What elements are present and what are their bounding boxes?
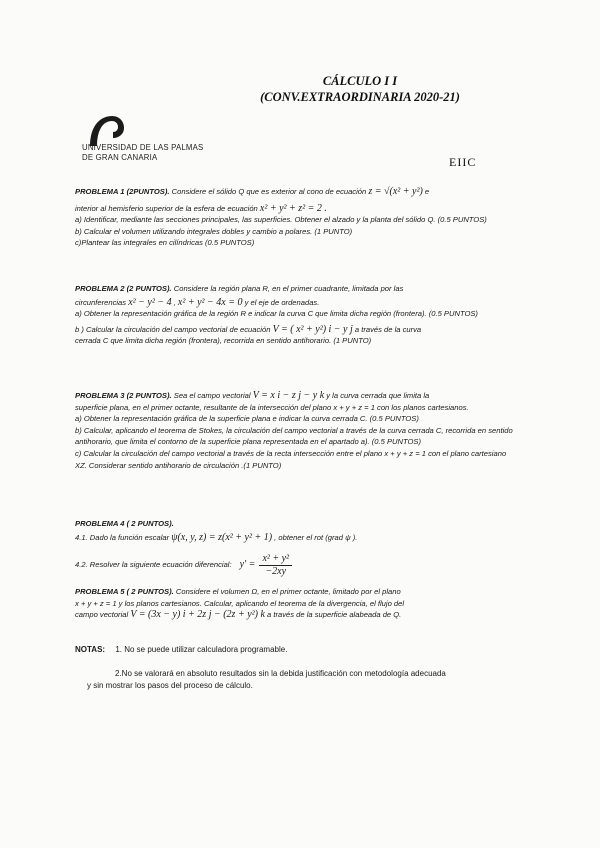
problem-3-intro-end: y la curva cerrada que limita la (326, 391, 430, 400)
problem-2-equation-1: x² − y² − 4 (128, 296, 172, 308)
problem-4 (75, 518, 515, 577)
problem-1 (75, 186, 515, 249)
problem-2-item-b-start: b ) Calcular la circulación del campo vectorial de ecuación (75, 324, 271, 334)
problem-4-heading: PROBLEMA 4 ( 2 PUNTOS). (75, 519, 174, 528)
problem-4-q1-end: , obtener el rot (grad ψ ). (274, 532, 358, 542)
problem-3-item-b: b) Calcular, aplicando el teorema de Stokes, la circulación del campo vectorial a través de la curva cerrada C, recorrida en sentido antihorario, que limita el contorno de la superficie plana representada en el apartado a). (0.5 PUNTOS) (75, 425, 513, 447)
problem-1-intro-end: e (424, 187, 430, 196)
problem-1-sphere-equation: x² + y² + z² = 2 . (259, 202, 327, 214)
problem-4-fraction-numerator: x² + y² (259, 553, 292, 566)
problem-5-line2: x + y + z = 1 y los planos cartesianos. Calcular, aplicando el teorema de la divergencia, el flujo del (75, 598, 405, 608)
problem-2-item-a: a) Obtener la representación gráfica de la región R e indicar la curva C que limita dicha región (frontera). (0.5 PUNTOS) (75, 309, 478, 319)
problem-3-item-a: a) Obtener la representación gráfica de la superficie plana e indicar la curva cerrada C. (0.5 PUNTOS) (75, 414, 419, 424)
problem-2-line2-start: circunferencias (75, 297, 127, 307)
problem-3-line2: superficie plana, en el primer octante, resultante de la intersección del plano x + y + z = 1 con los planos cartesianos. (75, 402, 469, 412)
problem-4-fraction (259, 553, 292, 577)
note-1: 1. No se puede utilizar calculadora programable. (115, 645, 288, 654)
school-code: EIIC (449, 155, 477, 169)
problem-1-line2: interior al hemisferio superior de la esfera de ecuación (75, 203, 258, 213)
note-2-line1: 2.No se valorará en absoluto resultados sin la debida justificación con metodología adecuada (115, 669, 446, 678)
problem-3-item-c: c) Calcular la circulación del campo vectorial a través de la recta intersección entre el plano x + y + z = 1 con el plano cartesiano XZ. Considerar sentido antihorario de circulación .(1 PUNTO) (75, 448, 507, 470)
problem-5-intro: Considere el volumen Ω, en el primer octante, limitado por el plano (175, 587, 401, 596)
problem-5-line3-start: campo vectorial (75, 610, 129, 620)
problem-2: PROBLEMA 2 (2 PUNTOS). Considere la región plana R, en el primer cuadrante, limitada por las circunferencias x² − y² − 4 , x² + y² − 4x = 0 y el eje de ordenadas. a) Obtener la representación gráfica de la región R e indicar la curva C que limita dicha región (frontera). (0.5 PUNTOS) b ) Calcular la circulación del campo vectorial de ecuación V = ( x² + y²) i − y j a través de la curva cerrada C que limita dicha región (frontera), recorrida en sentido antihorario. (1 PUNTO) (75, 283, 515, 347)
problem-1-intro: Considere el sólido Q que es exterior al cono de ecuación (171, 187, 367, 196)
notes-section (75, 644, 535, 692)
problem-1-heading: PROBLEMA 1 (2PUNTOS). (75, 187, 170, 196)
note-2-line2: y sin mostrar los pasos del proceso de cálculo. (87, 681, 253, 690)
problem-1-item-c: c)Plantear las integrales en cilíndricas (0.5 PUNTOS) (75, 238, 255, 248)
problem-2-line2-end: y el eje de ordenadas. (244, 297, 320, 307)
problem-5 (75, 586, 515, 621)
problem-5-vector-field: V = (3x − y) i + 2z j − (2z + y²) k (130, 609, 265, 621)
problem-3-vector-field: V = x i − z j − y k (252, 390, 325, 401)
university-name-line1: UNIVERSIDAD DE LAS PALMAS (82, 143, 204, 152)
problem-1-cone-equation: z = √(x² + y²) (368, 186, 423, 197)
problem-5-heading: PROBLEMA 5 ( 2 PUNTOS). (75, 587, 174, 596)
problem-4-q2-lhs: y' = (239, 559, 256, 571)
problem-3-intro: Sea el campo vectorial (173, 391, 251, 400)
problem-4-scalar-function: ψ(x, y, z) = z(x² + y² + 1) (171, 531, 273, 543)
problem-1-item-b: b) Calcular el volumen utilizando integrales dobles y cambio a polares. (1 PUNTO) (75, 226, 353, 236)
problem-2-heading: PROBLEMA 2 (2 PUNTOS). (75, 284, 172, 293)
problem-2-equation-2: x² + y² − 4x = 0 (177, 296, 243, 308)
problem-2-item-b-end: a través de la curva (354, 324, 422, 334)
problem-5-line3-end: a través de la superficie alabeada de Q. (267, 610, 402, 620)
notes-label: NOTAS: (75, 645, 106, 654)
problem-3 (75, 390, 515, 471)
problem-3-heading: PROBLEMA 3 (2 PUNTOS). (75, 391, 172, 400)
exam-title: CÁLCULO I I (322, 74, 398, 88)
problem-2-vector-field: V = ( x² + y²) i − y j (272, 323, 353, 335)
problem-4-q2-start: 4.2. Resolver la siguiente ecuación diferencial: (75, 560, 232, 570)
problem-4-fraction-denominator: −2xy (265, 565, 287, 577)
problem-2-intro: Considere la región plana R, en el primer cuadrante, limitada por las (173, 284, 404, 293)
problem-2-item-b-line2: cerrada C que limita dicha región (frontera), recorrida en sentido antihorario. (1 PUNTO) (75, 336, 372, 346)
problem-1-item-a: a) Identificar, mediante las secciones principales, las superficies. Obtener el alzado y la planta del sólido Q. (0.5 PUNTOS) (75, 215, 487, 225)
problem-4-q1-start: 4.1. Dado la función escalar (75, 532, 170, 542)
university-name-line2: DE GRAN CANARIA (82, 153, 158, 162)
exam-subtitle: (CONV.EXTRAORDINARIA 2020-21) (260, 90, 460, 104)
